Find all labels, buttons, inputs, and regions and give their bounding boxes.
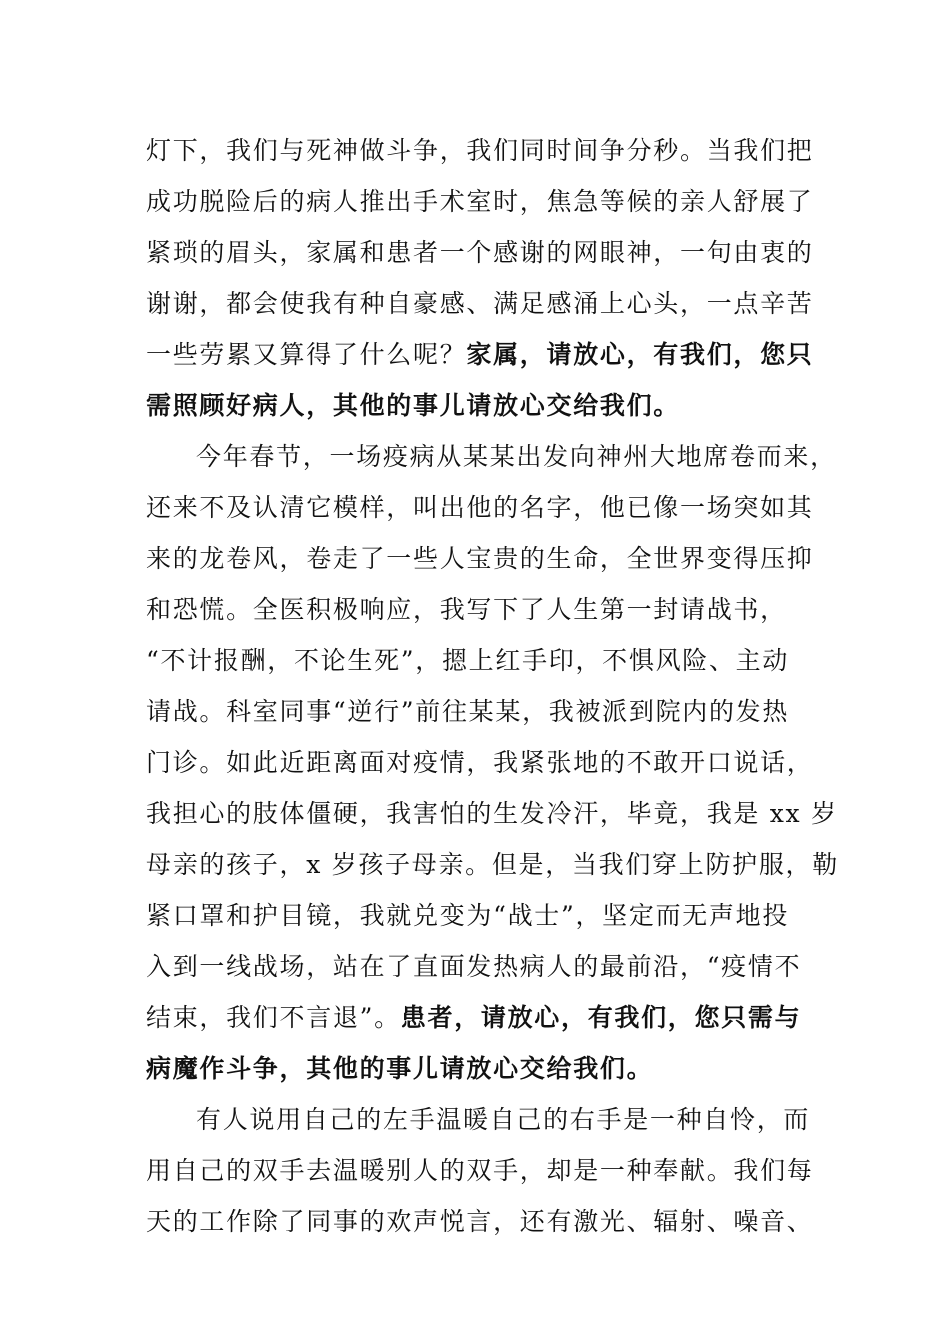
text-line: 成功脱险后的病人推出手术室时，焦急等候的亲人舒展了 — [146, 187, 814, 216]
text-line: “不计报酬，不论生死”，摁上红手印，不惧风险、主动 — [146, 646, 790, 675]
text-span: 一些劳累又算得了什么呢？ — [146, 340, 467, 369]
text-line: 有人说用自己的左手温暖自己的右手是一种自怜，而 — [196, 1105, 811, 1134]
text-line: 门诊。如此近距离面对疫情，我紧张地的不敢开口说话， — [146, 748, 814, 777]
text-line: 来的龙卷风，卷走了一些人宝贵的生命，全世界变得压抑 — [146, 544, 814, 573]
text-line: 谢谢，都会使我有种自豪感、满足感涌上心头，一点辛苦 — [146, 289, 814, 318]
text-line: 用自己的双手去温暖别人的双手，却是一种奉献。我们每 — [146, 1156, 814, 1185]
text-line — [146, 339, 826, 371]
text-line: 今年春节，一场疫病从某某出发向神州大地席卷而来， — [196, 442, 837, 471]
emphasis-text: 家属，请放心，有我们，您只 — [466, 340, 814, 369]
text-line: 入到一线战场，站在了直面发热病人的最前沿，“疫情不 — [146, 952, 802, 981]
text-line — [146, 1002, 826, 1034]
text-line: 天的工作除了同事的欢声悦言，还有激光、辐射、噪音、 — [146, 1207, 814, 1236]
text-line: 紧琐的眉头，家属和患者一个感谢的网眼神，一句由衷的 — [146, 238, 814, 267]
emphasis-text: 患者，请放心，有我们，您只需与 — [400, 1003, 802, 1032]
text-line: 母亲的孩子，x 岁孩子母亲。但是，当我们穿上防护服，勒 — [146, 850, 839, 879]
text-line: 紧口罩和护目镜，我就兑变为“战士”，坚定而无声地投 — [146, 901, 790, 930]
text-line: 还来不及认清它模样，叫出他的名字，他已像一场突如其 — [146, 493, 814, 522]
text-line: 请战。科室同事“逆行”前往某某，我被派到院内的发热 — [146, 697, 790, 726]
text-span: 结束，我们不言退”。 — [146, 1003, 401, 1032]
emphasis-line: 需照顾好病人，其他的事儿请放心交给我们。 — [146, 391, 681, 420]
text-line: 我担心的肢体僵硬，我害怕的生发冷汗，毕竟，我是 xx 岁 — [146, 799, 838, 828]
emphasis-line: 病魔作斗争，其他的事儿请放心交给我们。 — [146, 1054, 654, 1083]
text-line: 灯下，我们与死神做斗争，我们同时间争分秒。当我们把 — [146, 136, 814, 165]
text-line: 和恐慌。全医积极响应，我写下了人生第一封请战书， — [146, 595, 787, 624]
